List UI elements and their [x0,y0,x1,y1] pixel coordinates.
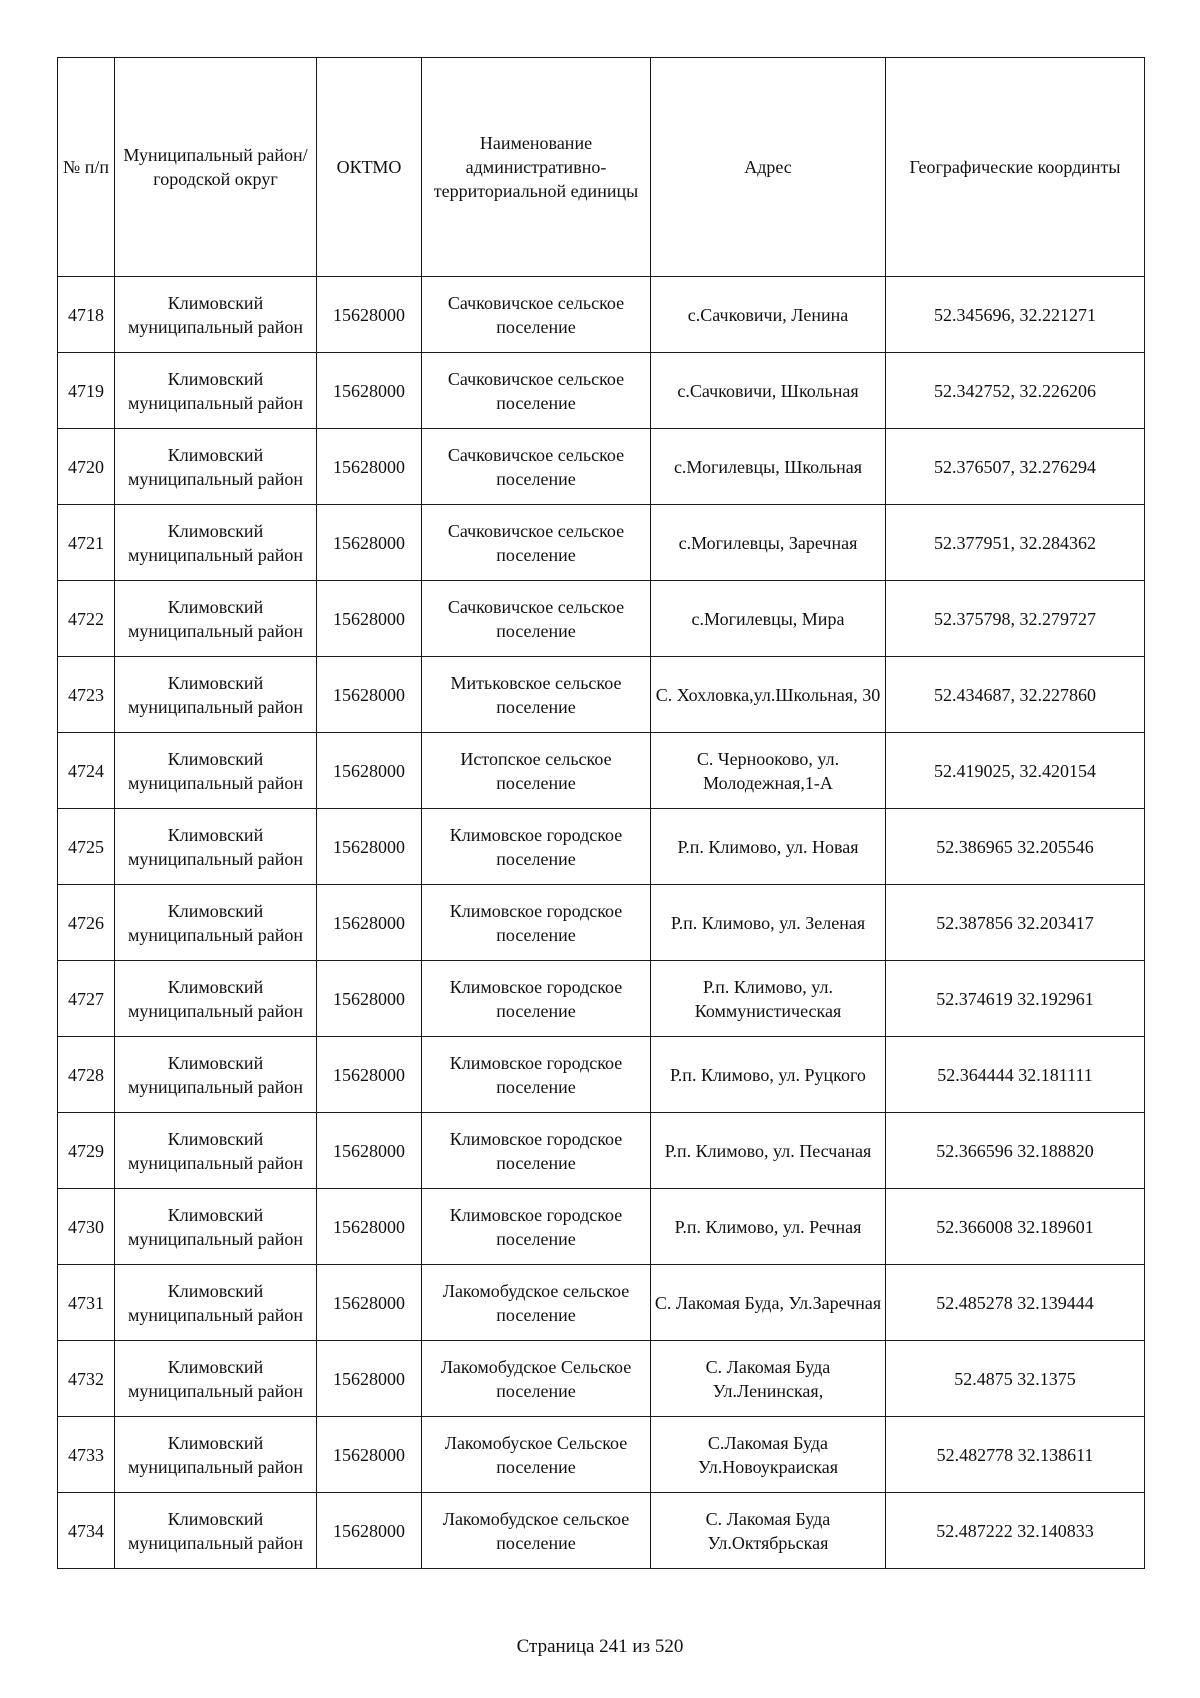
header-admin-unit: Наименование административно-территориальной единицы [422,58,651,277]
table-row [58,1113,1145,1189]
cell-admin-unit: Лакомобуское Сельское поселение [422,1417,651,1493]
cell-number: 4719 [58,353,115,429]
table-body [58,277,1145,1569]
table-row [58,1265,1145,1341]
cell-district: Климовский муниципальный район [115,1341,317,1417]
table-row [58,429,1145,505]
cell-number: 4722 [58,581,115,657]
cell-oktmo: 15628000 [317,809,422,885]
cell-number: 4724 [58,733,115,809]
cell-coordinates: 52.386965 32.205546 [886,809,1145,885]
table-row [58,961,1145,1037]
cell-admin-unit: Климовское городское поселение [422,1037,651,1113]
cell-address: Р.п. Климово, ул. Речная [651,1189,886,1265]
cell-address: С.Лакомая Буда Ул.Новоукраиская [651,1417,886,1493]
cell-admin-unit: Сачковичское сельское поселение [422,581,651,657]
cell-oktmo: 15628000 [317,657,422,733]
cell-address: Р.п. Климово, ул. Руцкого [651,1037,886,1113]
cell-admin-unit: Лакомобудское сельское поселение [422,1493,651,1569]
cell-coordinates: 52.487222 32.140833 [886,1493,1145,1569]
cell-address: с.Могилевцы, Мира [651,581,886,657]
cell-district: Климовский муниципальный район [115,657,317,733]
table-row [58,353,1145,429]
cell-oktmo: 15628000 [317,961,422,1037]
table-row [58,1417,1145,1493]
cell-address: С. Лакомая Буда Ул.Октябрьская [651,1493,886,1569]
cell-oktmo: 15628000 [317,1189,422,1265]
cell-admin-unit: Лакомобудское Сельское поселение [422,1341,651,1417]
table-row [58,809,1145,885]
table-row [58,657,1145,733]
cell-admin-unit: Сачковичское сельское поселение [422,505,651,581]
table-header-row [58,58,1145,277]
cell-number: 4727 [58,961,115,1037]
header-address: Адрес [651,58,886,277]
cell-coordinates: 52.485278 32.139444 [886,1265,1145,1341]
cell-coordinates: 52.419025, 32.420154 [886,733,1145,809]
cell-district: Климовский муниципальный район [115,885,317,961]
cell-district: Климовский муниципальный район [115,1493,317,1569]
cell-coordinates: 52.366008 32.189601 [886,1189,1145,1265]
table-row [58,1037,1145,1113]
cell-coordinates: 52.375798, 32.279727 [886,581,1145,657]
cell-admin-unit: Митьковское сельское поселение [422,657,651,733]
header-district: Муниципальный район/городской округ [115,58,317,277]
cell-admin-unit: Климовское городское поселение [422,1189,651,1265]
cell-number: 4721 [58,505,115,581]
cell-address: с.Сачковичи, Ленина [651,277,886,353]
cell-coordinates: 52.364444 32.181111 [886,1037,1145,1113]
cell-coordinates: 52.4875 32.1375 [886,1341,1145,1417]
cell-district: Климовский муниципальный район [115,1265,317,1341]
cell-oktmo: 15628000 [317,1493,422,1569]
cell-address: С. Чернооково, ул. Молодежная,1-А [651,733,886,809]
cell-address: с.Сачковичи, Школьная [651,353,886,429]
cell-coordinates: 52.482778 32.138611 [886,1417,1145,1493]
cell-oktmo: 15628000 [317,353,422,429]
cell-address: Р.п. Климово, ул. Песчаная [651,1113,886,1189]
cell-coordinates: 52.342752, 32.226206 [886,353,1145,429]
cell-address: с.Могилевцы, Заречная [651,505,886,581]
cell-admin-unit: Истопское сельское поселение [422,733,651,809]
cell-district: Климовский муниципальный район [115,277,317,353]
coordinates-table [57,57,1145,1569]
cell-coordinates: 52.434687, 32.227860 [886,657,1145,733]
cell-oktmo: 15628000 [317,733,422,809]
header-number: № п/п [58,58,115,277]
cell-oktmo: 15628000 [317,885,422,961]
header-oktmo: ОКТМО [317,58,422,277]
cell-admin-unit: Сачковичское сельское поселение [422,277,651,353]
cell-admin-unit: Лакомобудское сельское поселение [422,1265,651,1341]
cell-address: С. Хохловка,ул.Школьная, 30 [651,657,886,733]
cell-address: Р.п. Климово, ул. Коммунистическая [651,961,886,1037]
cell-district: Климовский муниципальный район [115,733,317,809]
cell-number: 4729 [58,1113,115,1189]
cell-district: Климовский муниципальный район [115,581,317,657]
cell-address: С. Лакомая Буда, Ул.Заречная [651,1265,886,1341]
cell-admin-unit: Климовское городское поселение [422,1113,651,1189]
cell-coordinates: 52.345696, 32.221271 [886,277,1145,353]
table-row [58,1189,1145,1265]
cell-oktmo: 15628000 [317,1113,422,1189]
cell-number: 4725 [58,809,115,885]
cell-admin-unit: Климовское городское поселение [422,961,651,1037]
table-row [58,277,1145,353]
cell-district: Климовский муниципальный район [115,353,317,429]
cell-number: 4728 [58,1037,115,1113]
cell-number: 4731 [58,1265,115,1341]
cell-district: Климовский муниципальный район [115,1113,317,1189]
cell-number: 4730 [58,1189,115,1265]
cell-coordinates: 52.374619 32.192961 [886,961,1145,1037]
cell-coordinates: 52.387856 32.203417 [886,885,1145,961]
cell-oktmo: 15628000 [317,1037,422,1113]
cell-number: 4734 [58,1493,115,1569]
header-coordinates: Географические координты [886,58,1145,277]
table-row [58,1341,1145,1417]
cell-number: 4726 [58,885,115,961]
cell-district: Климовский муниципальный район [115,429,317,505]
cell-number: 4733 [58,1417,115,1493]
cell-oktmo: 15628000 [317,581,422,657]
cell-number: 4723 [58,657,115,733]
cell-address: Р.п. Климово, ул. Новая [651,809,886,885]
cell-admin-unit: Климовское городское поселение [422,809,651,885]
cell-oktmo: 15628000 [317,277,422,353]
cell-oktmo: 15628000 [317,1417,422,1493]
cell-coordinates: 52.366596 32.188820 [886,1113,1145,1189]
table-row [58,733,1145,809]
cell-oktmo: 15628000 [317,505,422,581]
page-number: Страница 241 из 520 [516,1636,684,1657]
cell-district: Климовский муниципальный район [115,809,317,885]
cell-district: Климовский муниципальный район [115,505,317,581]
cell-district: Климовский муниципальный район [115,1037,317,1113]
cell-oktmo: 15628000 [317,429,422,505]
cell-district: Климовский муниципальный район [115,1417,317,1493]
cell-oktmo: 15628000 [317,1265,422,1341]
cell-district: Климовский муниципальный район [115,961,317,1037]
cell-coordinates: 52.376507, 32.276294 [886,429,1145,505]
cell-address: С. Лакомая Буда Ул.Ленинская, [651,1341,886,1417]
cell-oktmo: 15628000 [317,1341,422,1417]
table-row [58,581,1145,657]
cell-address: Р.п. Климово, ул. Зеленая [651,885,886,961]
cell-number: 4732 [58,1341,115,1417]
cell-admin-unit: Сачковичское сельское поселение [422,429,651,505]
cell-admin-unit: Сачковичское сельское поселение [422,353,651,429]
cell-number: 4718 [58,277,115,353]
cell-address: с.Могилевцы, Школьная [651,429,886,505]
table-row [58,1493,1145,1569]
cell-number: 4720 [58,429,115,505]
cell-coordinates: 52.377951, 32.284362 [886,505,1145,581]
table-row [58,505,1145,581]
cell-admin-unit: Климовское городское поселение [422,885,651,961]
cell-district: Климовский муниципальный район [115,1189,317,1265]
table-row [58,885,1145,961]
